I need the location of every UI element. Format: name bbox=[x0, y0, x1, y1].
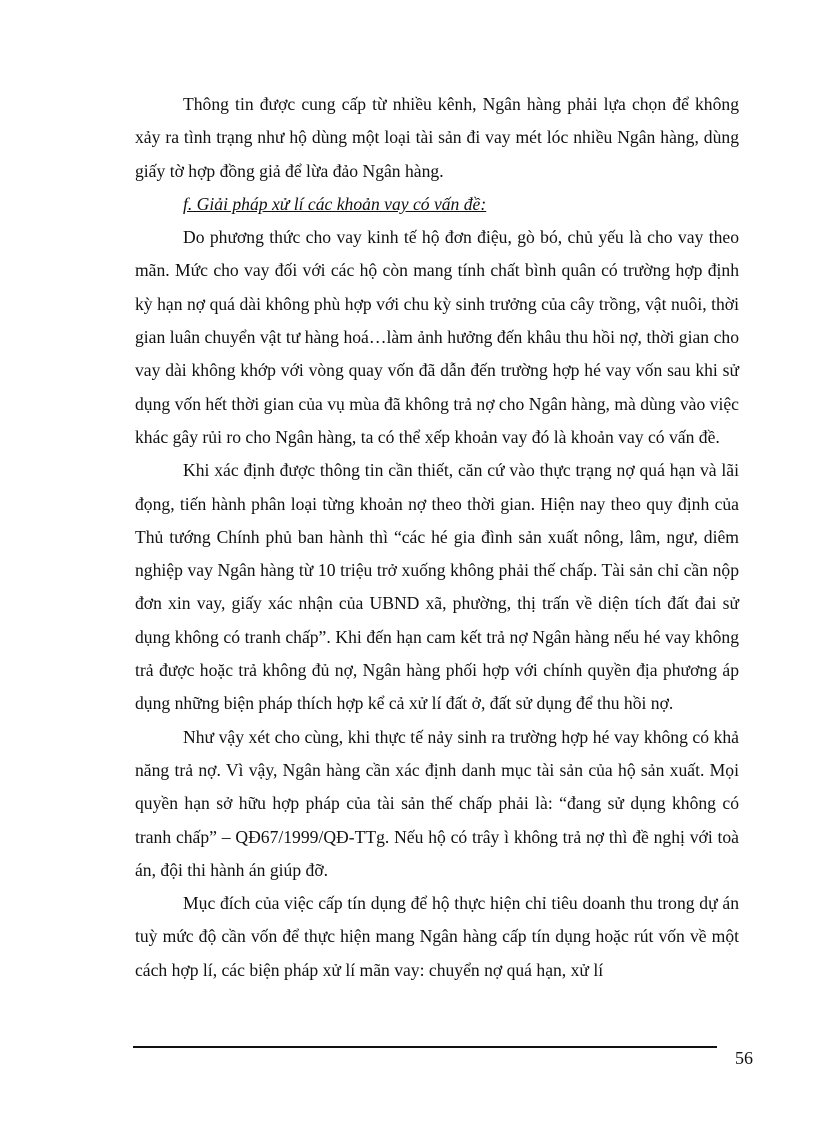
paragraph-loan-issues: Do phương thức cho vay kinh tế hộ đơn điệu, gò bó, chủ yếu là cho vay theo mãn. Mức cho vay đối với các hộ còn mang tính chất bình quân có trường hợp định kỳ hạn nợ quá dài không phù hợp với chu kỳ sinh trưởng của cây trồng, vật nuôi, thời gian luân chuyển vật tư hàng hoá…làm ảnh hưởng đến khâu thu hồi nợ, thời gian cho vay dài không khớp với vòng quay vốn đã dẫn đến trường hợp hé vay vốn sau khi sử dụng vốn hết thời gian của vụ mùa đã không trả nợ cho Ngân hàng, mà dùng vào việc khác gây rủi ro cho Ngân hàng, ta có thể xếp khoản vay đó là khoản vay có vấn đề. bbox=[135, 227, 739, 447]
paragraph-credit-purpose: Mục đích của việc cấp tín dụng để hộ thực hiện chỉ tiêu doanh thu trong dự án tuỳ mức độ cần vốn để thực hiện mang Ngân hàng cấp tín dụng hoặc rút vốn về một cách hợp lí, các biện pháp xử lí mãn vay: chuyển nợ quá hạn, xử lí bbox=[135, 893, 739, 980]
paragraph-collateral: Như vậy xét cho cùng, khi thực tế nảy sinh ra trường hợp hé vay không có khả năng trả nợ. Vì vậy, Ngân hàng cần xác định danh mục tài sản của hộ sản xuất. Mọi quyền hạn sở hữu hợp pháp của tài sản thế chấp phải là: “đang sử dụng không có tranh chấp” – QĐ67/1999/QĐ-TTg. Nếu hộ có trây ì không trả nợ thì đề nghị với toà án, đội thi hành án giúp đỡ. bbox=[135, 726, 739, 880]
page-number: 56 bbox=[735, 1048, 753, 1068]
page-body bbox=[135, 88, 739, 987]
paragraph-classification: Khi xác định được thông tin cần thiết, căn cứ vào thực trạng nợ quá hạn và lãi đọng, tiến hành phân loại từng khoản nợ theo thời gian. Hiện nay theo quy định của Thủ tướng Chính phủ ban hành thì “các hé gia đình sản xuất nông, lâm, ngư, diêm nghiệp vay Ngân hàng từ 10 triệu trở xuống không phải thế chấp. Tài sản chỉ cần nộp đơn xin vay, giấy xác nhận của UBND xã, phường, thị trấn về diện tích đất đai sử dụng không có tranh chấp”. Khi đến hạn cam kết trả nợ Ngân hàng nếu hé vay không trả được hoặc trả không đủ nợ, Ngân hàng phối hợp với chính quyền địa phương áp dụng những biện pháp thích hợp kể cả xử lí đất ở, đất sử dụng để thu hồi nợ. bbox=[135, 460, 739, 714]
section-heading: f. Giải pháp xử lí các khoản vay có vấn đề: bbox=[183, 193, 487, 214]
paragraph-intro: Thông tin được cung cấp từ nhiều kênh, Ngân hàng phải lựa chọn để không xảy ra tình trạng như hộ dùng một loại tài sản đi vay mét lóc nhiều Ngân hàng, dùng giấy tờ hợp đồng giả để lừa đảo Ngân hàng. bbox=[135, 94, 739, 181]
footer-divider bbox=[133, 1046, 717, 1048]
